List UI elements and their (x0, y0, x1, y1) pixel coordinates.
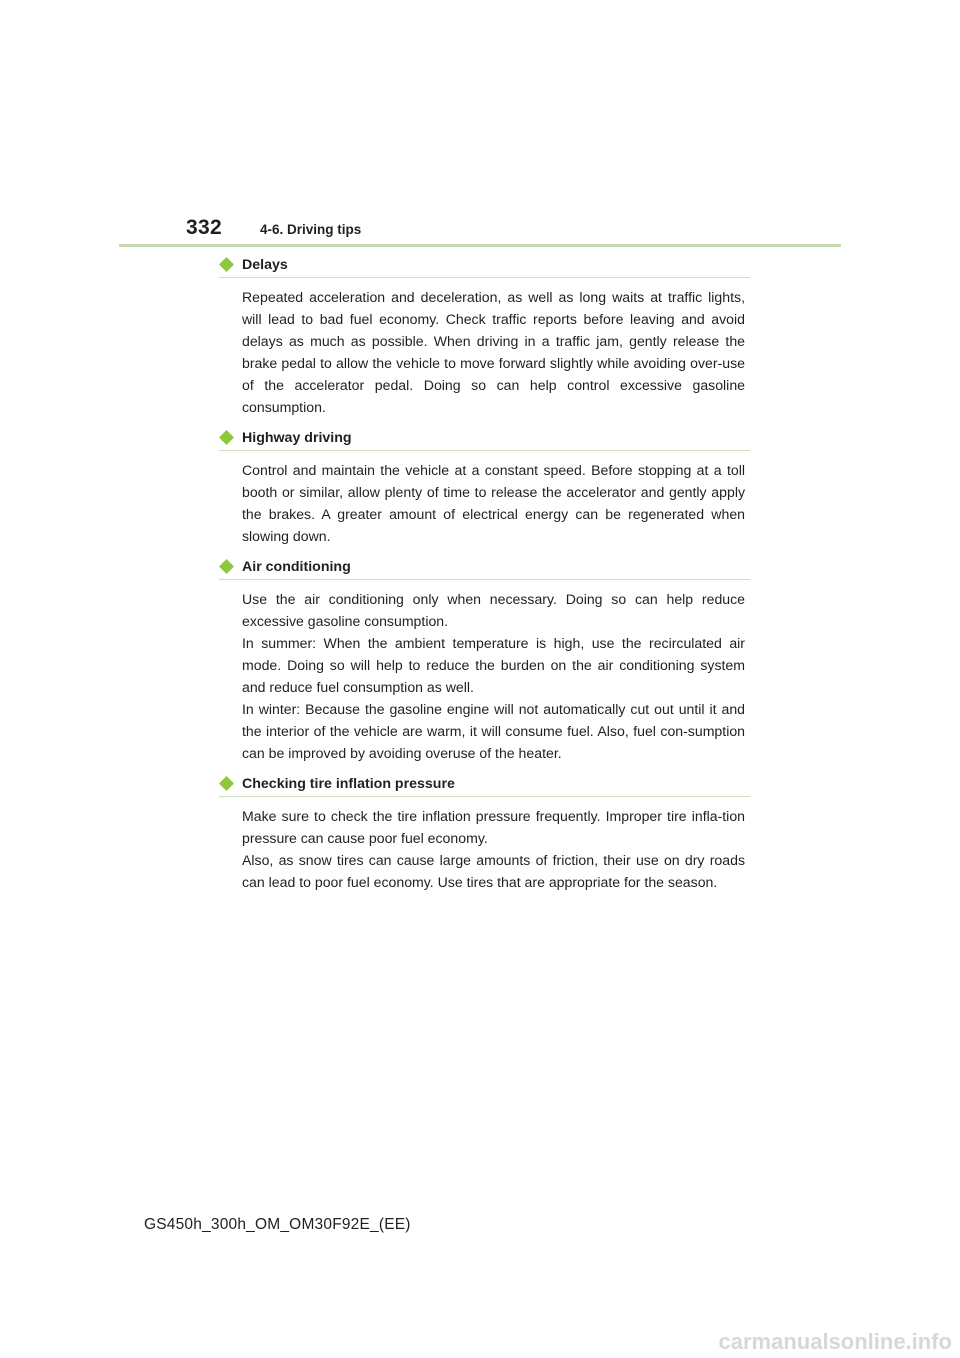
topic-heading (219, 424, 750, 451)
page-number: 332 (186, 216, 222, 239)
topic-title: Air conditioning (242, 559, 351, 575)
paragraph: Make sure to check the tire inflation pressure frequently. Improper tire infla-tion pressure can cause poor fuel economy. (242, 808, 745, 846)
topic-title: Checking tire inflation pressure (242, 776, 455, 792)
topic-heading (219, 251, 750, 278)
topic-air-conditioning (219, 553, 750, 770)
diamond-bullet-icon (219, 430, 234, 445)
topic-body (242, 580, 745, 770)
topic-body (242, 278, 745, 424)
diamond-bullet-icon (219, 776, 234, 791)
topic-heading (219, 553, 750, 580)
paragraph: Repeated acceleration and deceleration, as well as long waits at traffic lights, will lead to bad fuel economy. Check traffic reports before leaving and avoid delays as much as possible. When driving in a traffic jam, gently release the brake pedal to allow the vehicle to move forward slightly while avoiding over-use of the accelerator pedal. Doing so can help control excessive gasoline consumption. (242, 289, 745, 415)
topic-heading (219, 770, 750, 797)
topic-body (242, 451, 745, 553)
diamond-bullet-icon (219, 257, 234, 272)
paragraph: In winter: Because the gasoline engine will not automatically cut out until it and the interior of the vehicle are warm, it will consume fuel. Also, fuel con-sumption can be improved by avoiding overuse of the heater. (242, 701, 745, 761)
section-title: 4-6. Driving tips (260, 222, 362, 237)
topic-highway-driving (219, 424, 750, 553)
paragraph: Use the air conditioning only when necessary. Doing so can help reduce excessive gasoline consumption. (242, 591, 745, 629)
page-content (219, 251, 750, 899)
paragraph: In summer: When the ambient temperature is high, use the recirculated air mode. Doing so will help to reduce the burden on the air conditioning system and reduce fuel consumption as well. (242, 635, 745, 695)
paragraph: Also, as snow tires can cause large amounts of friction, their use on dry roads can lead to poor fuel economy. Use tires that are appropriate for the season. (242, 852, 745, 890)
topic-delays (219, 251, 750, 424)
paragraph: Control and maintain the vehicle at a constant speed. Before stopping at a toll booth or similar, allow plenty of time to release the accelerator and gently apply the brakes. A greater amount of electrical energy can be regenerated when slowing down. (242, 462, 745, 544)
header-rule (119, 244, 841, 247)
topic-title: Highway driving (242, 430, 352, 446)
topic-checking-tire-inflation-pressure (219, 770, 750, 899)
page-header (186, 216, 846, 244)
watermark: carmanualsonline.info (718, 1329, 952, 1354)
diamond-bullet-icon (219, 559, 234, 574)
topic-body (242, 797, 745, 899)
document-code: GS450h_300h_OM_OM30F92E_(EE) (144, 1216, 411, 1233)
topic-title: Delays (242, 257, 288, 273)
